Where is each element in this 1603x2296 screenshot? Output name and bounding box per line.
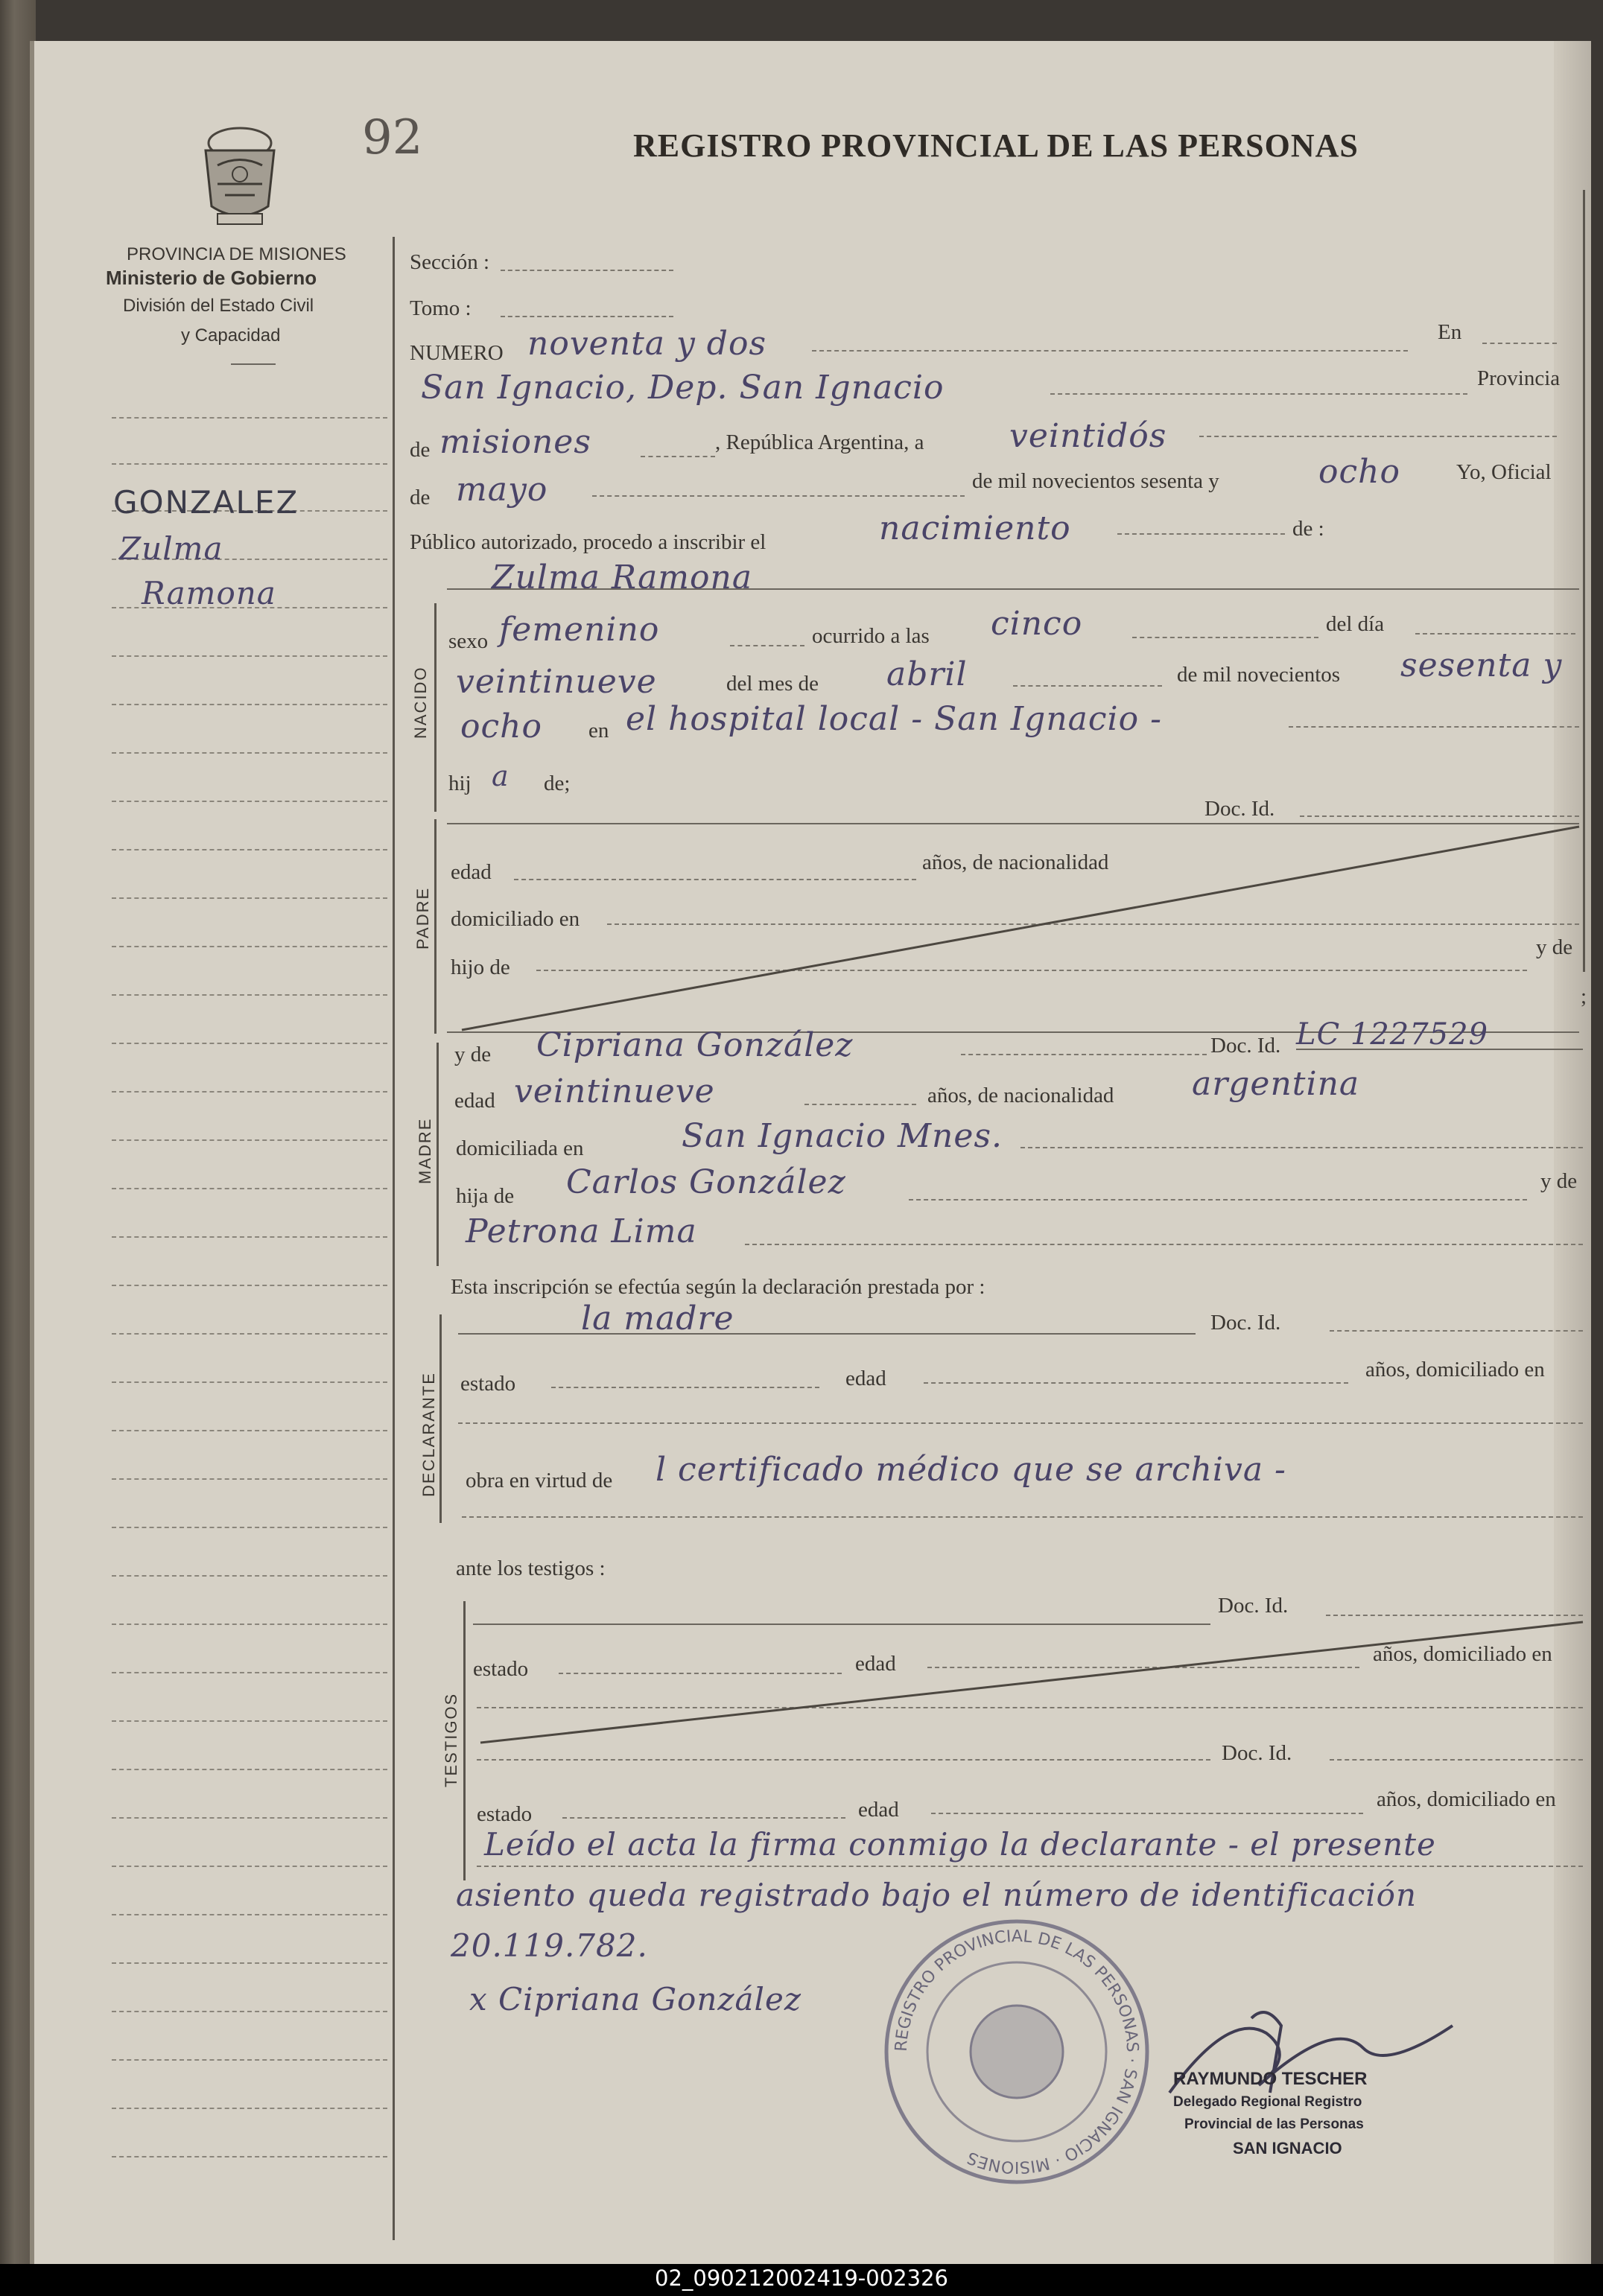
declarante-edad-label: edad (845, 1367, 886, 1390)
declarante-edad-line (924, 1382, 1348, 1384)
declarante-nombre-value: la madre (581, 1300, 734, 1338)
numero-label: NUMERO (410, 341, 504, 365)
nacido-en-label: en (588, 719, 609, 742)
madre-anios-label: años, de nacionalidad (927, 1084, 1114, 1107)
official-stamp-place: SAN IGNACIO (1233, 2139, 1342, 2157)
testigo2-edad-line (931, 1813, 1363, 1814)
image-caption: 02_090212002419-002326 (655, 2265, 948, 2291)
padre-doc-line (1300, 815, 1579, 817)
declarant-signature: x Cipriana González (469, 1981, 802, 2017)
madre-hija-label: hija de (456, 1184, 515, 1208)
acto-value: nacimiento (879, 509, 1071, 547)
madre-doc-line (1296, 1049, 1583, 1050)
padre-hijo-label: hijo de (451, 955, 510, 979)
del-mes-label: del mes de (726, 672, 819, 696)
margin-surname: GONZALEZ (113, 484, 299, 521)
lugar-line (1050, 393, 1467, 395)
office-division: División del Estado Civil (123, 296, 314, 316)
dia-value: veintidós (1009, 417, 1167, 455)
madre-nombre-line (961, 1054, 1207, 1055)
en-label: En (1438, 320, 1462, 344)
declarante-estado-line (551, 1387, 819, 1388)
publico-label: Público autorizado, procedo a inscribir el (410, 530, 766, 554)
sexo-line (730, 645, 804, 646)
testigo2-estado-label: estado (477, 1802, 533, 1826)
madre-edad-label: edad (454, 1089, 495, 1113)
de2-label: de (410, 486, 431, 509)
sexo-value: femenino (499, 611, 660, 649)
padre-anios-label: años, de nacionalidad (922, 850, 1109, 874)
caption-bar (0, 2264, 1603, 2296)
madre-edad-line (804, 1104, 916, 1105)
madre-madre-line (745, 1244, 1583, 1245)
official-stamp-name: RAYMUNDO TESCHER (1173, 2069, 1368, 2089)
hij-label: hij (448, 772, 472, 795)
provincial-crest-icon (195, 121, 285, 232)
padre-cancel-stroke (447, 823, 1583, 1035)
page-title: REGISTRO PROVINCIAL DE LAS PERSONAS (633, 127, 1359, 164)
declarante-obra-line (462, 1516, 1583, 1518)
de-label: de (410, 438, 431, 462)
madre-divider (437, 1043, 439, 1266)
closing-line-3: 20.119.782. (451, 1927, 648, 1964)
anio-value: ocho (1318, 453, 1400, 491)
testigo2-nombre-line (477, 1759, 1210, 1761)
testigo1-anios-label: años, domiciliado en (1373, 1642, 1552, 1666)
testigos-cancel-stroke (473, 1616, 1587, 1750)
hij-de-label: de; (544, 772, 571, 795)
nacido-lugar-value: el hospital local - San Ignacio - (626, 700, 1162, 738)
closing-line-2: asiento queda registrado bajo el número de identificación (456, 1877, 1418, 1913)
acto-line (1117, 533, 1285, 535)
dia-line (1199, 436, 1557, 437)
madre-madre-value: Petrona Lima (466, 1212, 697, 1250)
testigo2-doc-line (1330, 1759, 1583, 1761)
testigos-divider (463, 1601, 466, 1880)
padre-y-de-label: y de (1536, 935, 1573, 959)
right-border (1583, 190, 1585, 972)
tomo-line (501, 316, 673, 317)
declarante-estado-label: estado (460, 1372, 516, 1396)
nacido-mil-label: de mil novecientos (1177, 663, 1341, 687)
official-stamp-office: Provincial de las Personas (1184, 2117, 1364, 2132)
padre-doc-label: Doc. Id. (1204, 797, 1275, 821)
padre-section-label: PADRE (413, 886, 432, 950)
office-capacidad: y Capacidad (181, 325, 281, 346)
madre-nacionalidad-value: argentina (1192, 1065, 1360, 1103)
padre-divider (434, 819, 437, 1034)
padre-semicolon: ; (1581, 985, 1587, 1008)
numero-value: noventa y dos (527, 325, 767, 363)
declarante-obra-label: obra en virtud de (466, 1469, 613, 1492)
hora-value: cinco (991, 605, 1083, 643)
mes-line (592, 495, 965, 497)
testigo1-edad-label: edad (855, 1652, 896, 1676)
sexo-label: sexo (448, 629, 489, 653)
declarante-divider (439, 1314, 442, 1523)
official-signature-icon (1140, 2003, 1490, 2108)
madre-doc-value: LC 1227529 (1296, 1017, 1489, 1052)
declarante-extra-line (458, 1422, 1583, 1424)
nacido-mes-value: abril (886, 655, 968, 693)
margin-second-name: Ramona (142, 575, 276, 611)
office-underline (231, 363, 276, 365)
nacido-anio-value: sesenta y (1400, 646, 1563, 684)
madre-doc-label: Doc. Id. (1210, 1034, 1281, 1058)
declarante-doc-label: Doc. Id. (1210, 1311, 1281, 1335)
del-dia-label: del día (1326, 612, 1385, 636)
mes-nac-line (1013, 685, 1162, 687)
provincia-value: misiones (439, 423, 591, 461)
madre-section-label: MADRE (416, 1117, 434, 1184)
round-seal-text: REGISTRO PROVINCIAL DE LAS PERSONAS · SAN IGNACIO · MISIONES (892, 1927, 1142, 2177)
nacido-divider (434, 603, 437, 812)
madre-y-de-label: y de (454, 1043, 492, 1066)
closing-line-1: Leído el acta la firma conmigo la declarante - el presente (484, 1826, 1436, 1863)
declarante-obra-value: l certificado médico que se archiva - (656, 1451, 1286, 1489)
yo-oficial-label: Yo, Oficial (1456, 460, 1552, 484)
official-stamp-role: Delegado Regional Registro (1173, 2094, 1362, 2110)
testigo2-estado-line (562, 1817, 845, 1819)
testigo1-estado-label: estado (473, 1657, 529, 1681)
declarante-anios-label: años, domiciliado en (1365, 1358, 1545, 1381)
mes-value: mayo (456, 471, 548, 509)
madre-edad-value: veintinueve (514, 1072, 715, 1110)
madre-domicilio-line (1020, 1147, 1583, 1148)
page-number: 92 (362, 110, 423, 165)
en-line (1482, 343, 1557, 344)
republica-label: , República Argentina, a (715, 430, 924, 454)
madre-domicilio-value: San Ignacio Mnes. (682, 1117, 1003, 1155)
hij-value: a (492, 760, 510, 792)
seccion-line (501, 270, 673, 271)
madre-nombre-value: Cipriana González (536, 1026, 854, 1064)
nacido-dia-value: veintinueve (456, 663, 657, 701)
office-province: PROVINCIA DE MISIONES (127, 244, 346, 264)
round-seal-icon (875, 1910, 1158, 2193)
nacido-anio2-value: ocho (460, 707, 542, 745)
declarante-section-label: DECLARANTE (419, 1372, 438, 1497)
testigo2-doc-label: Doc. Id. (1222, 1741, 1292, 1765)
mil-label: de mil novecientos sesenta y (972, 469, 1219, 493)
testigos-intro: ante los testigos : (456, 1556, 606, 1580)
nacido-nombre-line (447, 588, 1579, 590)
testigo1-doc-label: Doc. Id. (1218, 1594, 1289, 1618)
nacido-nombre-value: Zulma Ramona (492, 559, 753, 597)
declarante-intro: Esta inscripción se efectúa según la declaración prestada por : (451, 1275, 985, 1299)
madre-padre-line (909, 1199, 1527, 1201)
provincia-label: Provincia (1477, 366, 1561, 390)
declarante-doc-line (1330, 1330, 1583, 1332)
testigo2-anios-label: años, domiciliado en (1377, 1787, 1556, 1811)
hora-line (1132, 637, 1318, 638)
provincia-line (641, 456, 715, 457)
madre-padre-value: Carlos González (566, 1163, 846, 1201)
office-ministry: Ministerio de Gobierno (106, 267, 317, 289)
numero-line (812, 350, 1408, 352)
madre-domicilio-label: domiciliada en (456, 1136, 584, 1160)
padre-domicilio-label: domiciliado en (451, 907, 580, 931)
testigo2-edad-label: edad (858, 1798, 899, 1822)
tomo-label: Tomo : (410, 296, 472, 320)
nacido-section-label: NACIDO (411, 666, 430, 739)
column-divider (393, 237, 395, 2240)
ocurrido-label: ocurrido a las (812, 624, 930, 648)
padre-edad-label: edad (451, 860, 492, 884)
nacido-lugar-line (1289, 726, 1579, 728)
del-dia-line (1415, 633, 1575, 635)
madre-y-de-label-2: y de (1540, 1169, 1578, 1193)
testigos-section-label: TESTIGOS (442, 1692, 460, 1787)
margin-first-name: Zulma (119, 530, 223, 567)
declarante-nombre-line (458, 1333, 1196, 1335)
seccion-label: Sección : (410, 250, 490, 274)
lugar-value: San Ignacio, Dep. San Ignacio (421, 369, 945, 407)
de3-label: de : (1292, 517, 1324, 541)
closing-line-1-rule (477, 1866, 1583, 1867)
